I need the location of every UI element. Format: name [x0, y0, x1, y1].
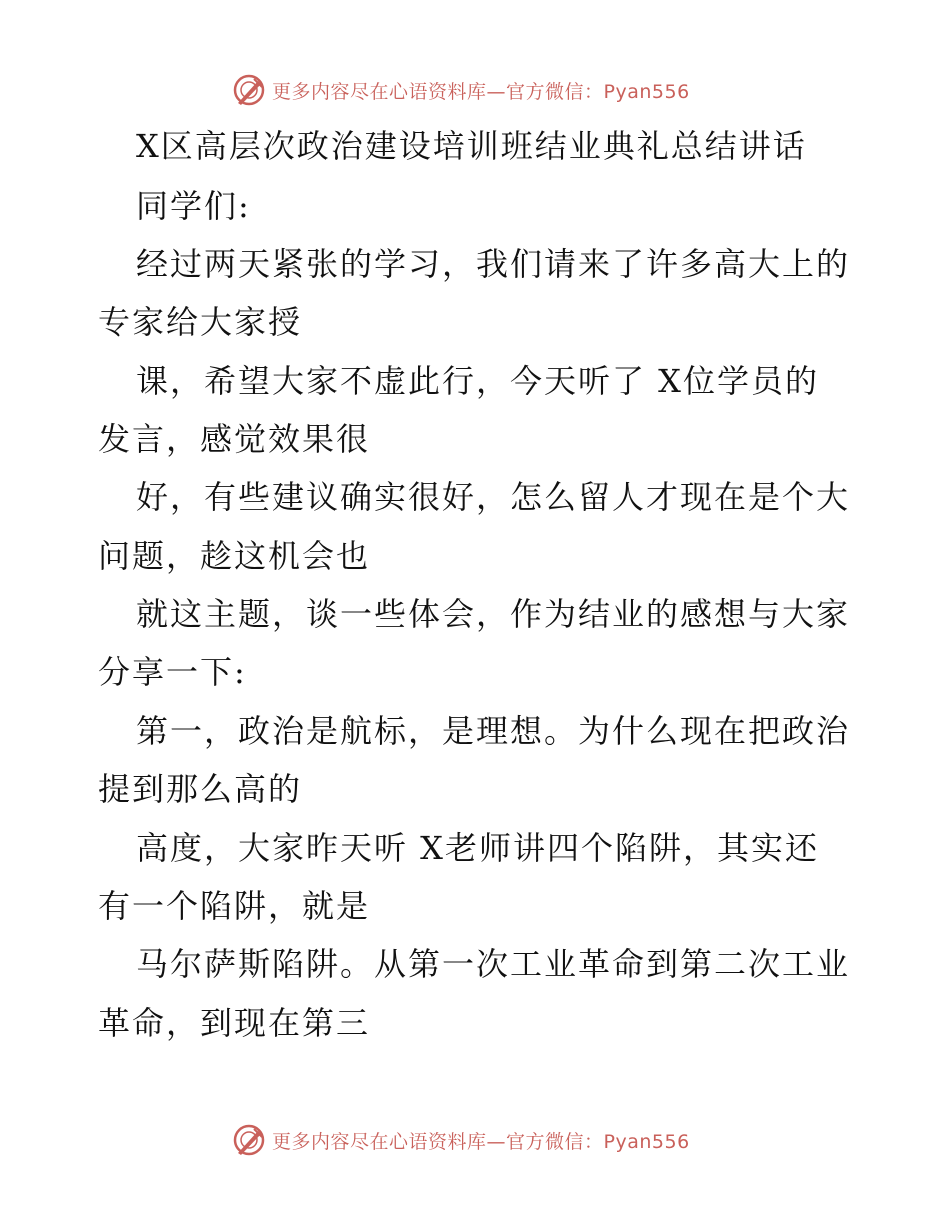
paragraph-line: 好，有些建议确实很好，怎么留人才现在是个大: [136, 478, 851, 516]
paragraph-line: 提到那么高的: [98, 770, 303, 808]
banner-text: 更多内容尽在心语资料库—官方微信：Pyan556: [272, 80, 690, 103]
paragraph-line: 就这主题，谈一些体会，作为结业的感想与大家: [136, 595, 851, 633]
quill-seal-icon: [232, 1123, 266, 1157]
banner-text: 更多内容尽在心语资料库—官方微信：Pyan556: [272, 1130, 690, 1153]
footer-banner: [232, 1122, 690, 1158]
salutation: 同学们:: [136, 187, 251, 225]
paragraph-line: 有一个陷阱，就是: [98, 887, 371, 925]
paragraph-line: 课，希望大家不虚此行，今天听了 X位学员的: [136, 362, 819, 400]
paragraph-line: 专家给大家授: [98, 303, 303, 341]
paragraph-line: 经过两天紧张的学习，我们请来了许多高大上的: [136, 245, 851, 283]
paragraph-line: 发言，感觉效果很: [98, 420, 371, 458]
paragraph-line: 问题，趁这机会也: [98, 537, 371, 575]
paragraph-line: 第一，政治是航标，是理想。为什么现在把政治: [136, 712, 851, 750]
document-title: X区高层次政治建设培训班结业典礼总结讲话: [136, 127, 807, 165]
quill-seal-icon: [232, 73, 266, 107]
paragraph-line: 高度，大家昨天听 X老师讲四个陷阱，其实还: [136, 829, 819, 867]
paragraph-line: 马尔萨斯陷阱。从第一次工业革命到第二次工业: [136, 945, 851, 983]
header-banner: [232, 72, 690, 108]
paragraph-line: 分享一下:: [98, 653, 247, 691]
paragraph-line: 革命，到现在第三: [98, 1004, 371, 1042]
